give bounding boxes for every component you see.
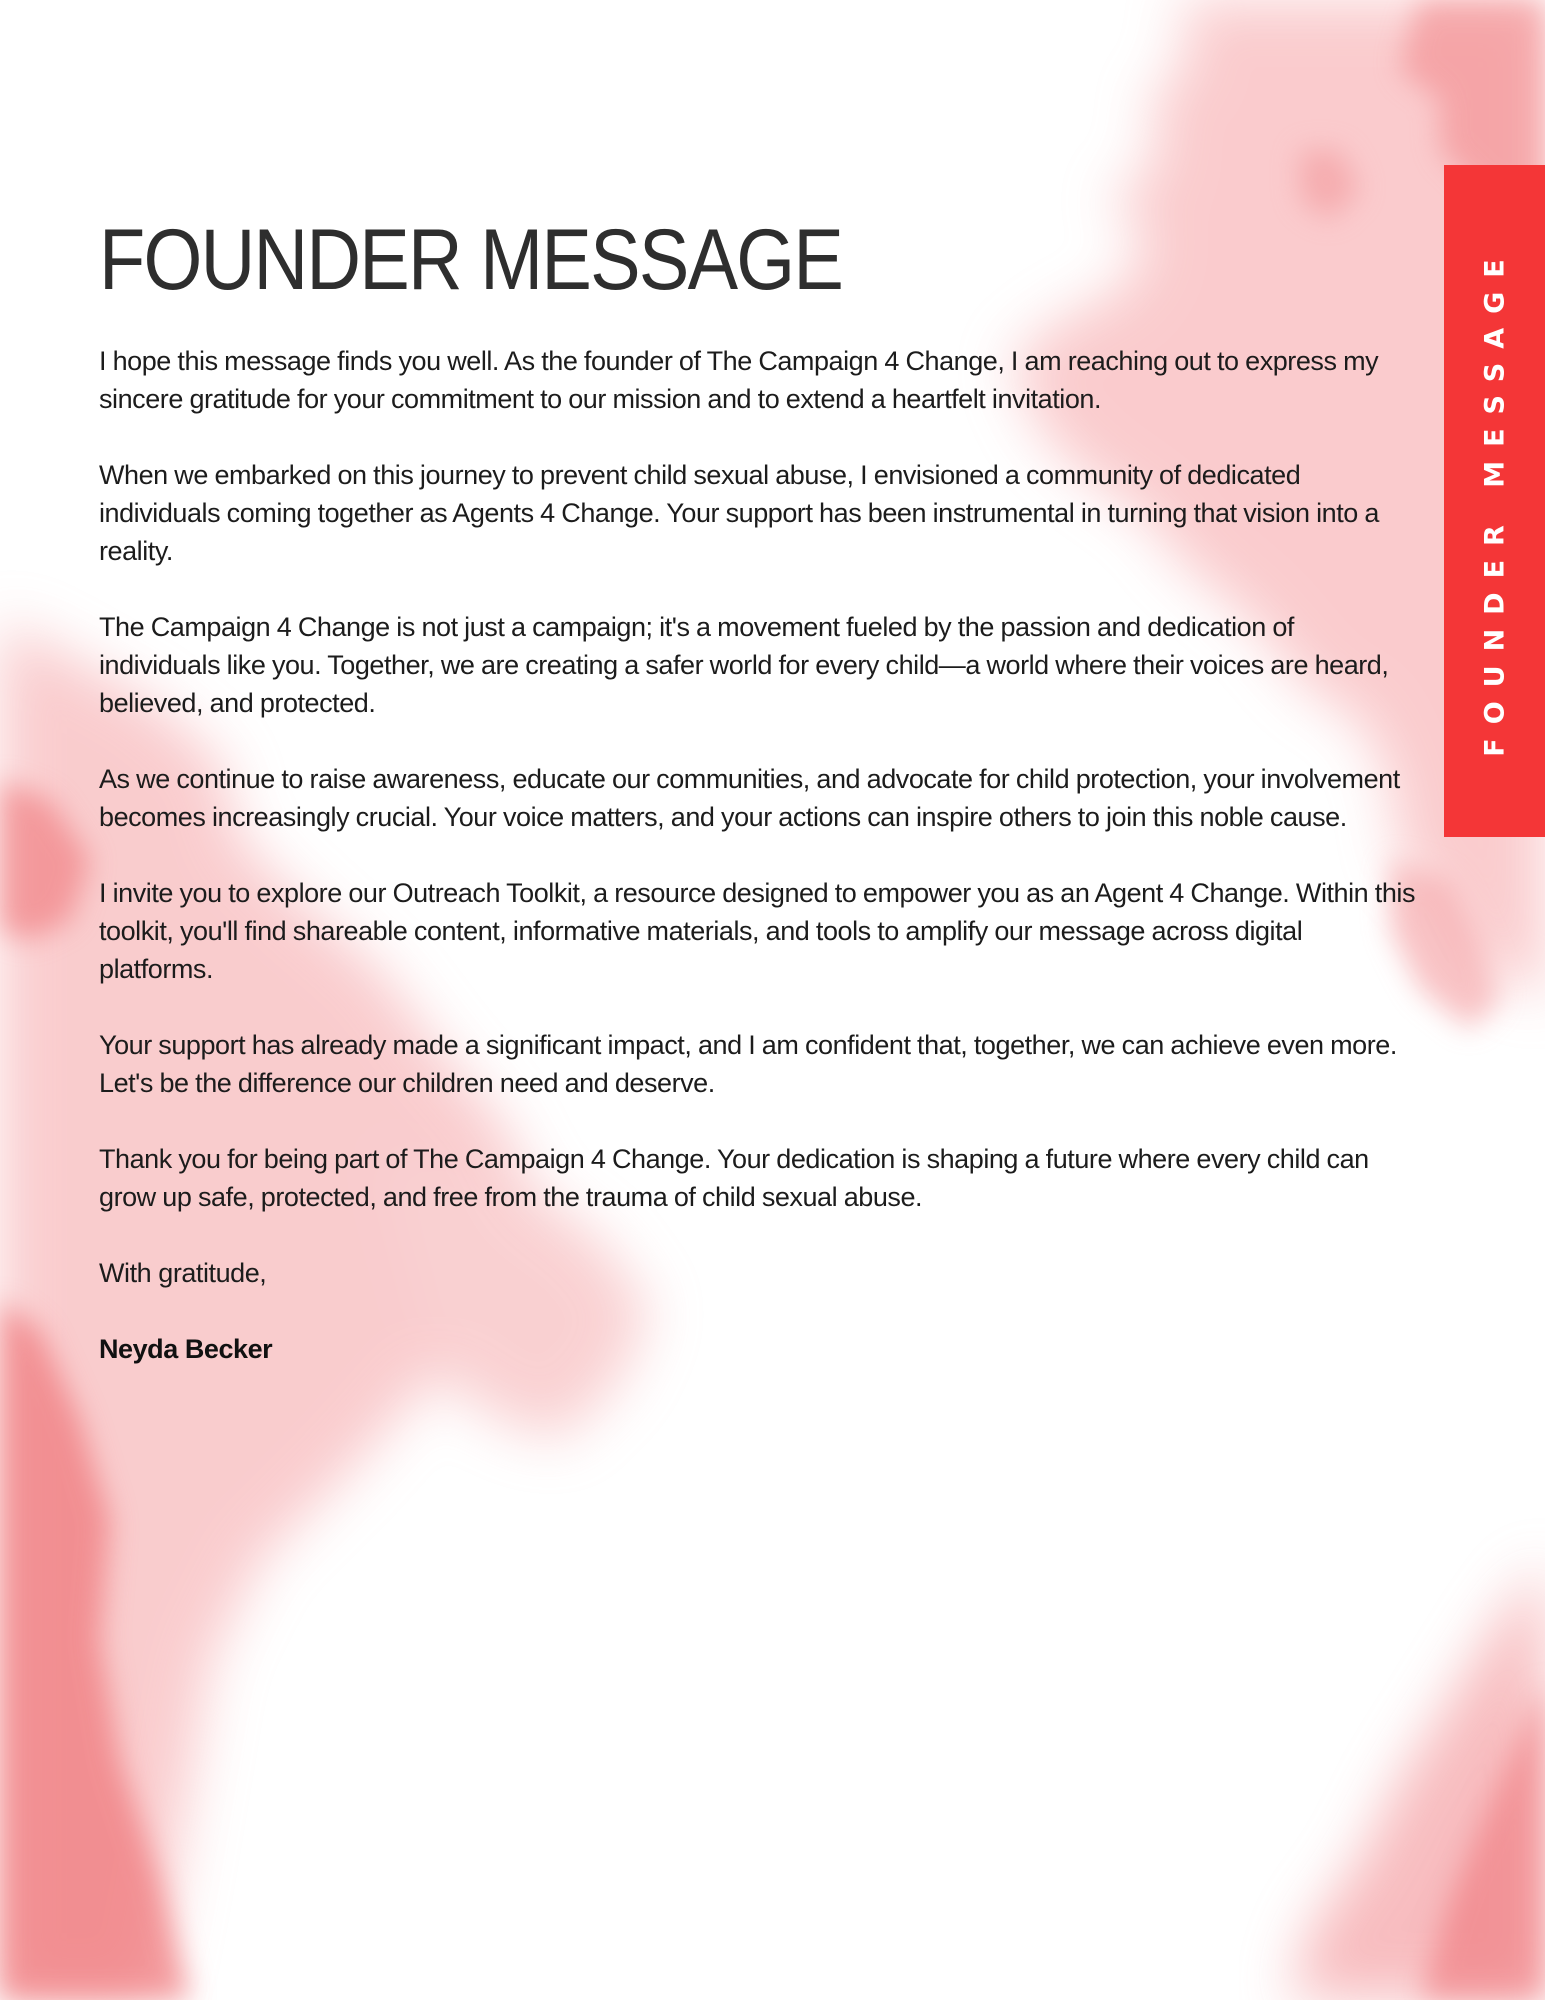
paragraph: Thank you for being part of The Campaign 4 Change. Your dedication is shaping a future where every child can grow up safe, protected, and free from the trauma of child sexual abuse. — [99, 1144, 1369, 1212]
paragraph: As we continue to raise awareness, educate our communities, and advocate for child protection, your involvement becomes increasingly crucial. Your voice matters, and your actions can inspire others to join this noble cause. — [99, 764, 1400, 832]
page-title: FOUNDER MESSAGE — [99, 212, 843, 308]
paragraph: The Campaign 4 Change is not just a campaign; it's a movement fueled by the passion and dedication of individuals like you. Together, we are creating a safer world for every child—a world where their voices are heard, believed, and protected. — [99, 612, 1389, 718]
letter-body — [99, 208, 1419, 1368]
paragraph: When we embarked on this journey to prevent child sexual abuse, I envisioned a community of dedicated individuals coming together as Agents 4 Change. Your support has been instrumental in turning that vision into a reality. — [99, 460, 1379, 566]
closing-line: With gratitude, — [99, 1258, 267, 1288]
paragraph: I hope this message finds you well. As the founder of The Campaign 4 Change, I am reaching out to express my sincere gratitude for your commitment to our mission and to extend a heartfelt invitation. — [99, 346, 1379, 414]
paragraph: I invite you to explore our Outreach Toolkit, a resource designed to empower you as an Agent 4 Change. Within this toolkit, you'll find shareable content, informative materials, and tools to amplify our message across digital platforms. — [99, 878, 1415, 984]
paragraph: Your support has already made a significant impact, and I am confident that, together, we can achieve even more. Let's be the difference our children need and deserve. — [99, 1030, 1397, 1098]
side-tab — [1444, 165, 1545, 837]
signature: Neyda Becker — [99, 1334, 273, 1364]
side-tab-label: FOUNDER MESSAGE — [1479, 245, 1510, 757]
